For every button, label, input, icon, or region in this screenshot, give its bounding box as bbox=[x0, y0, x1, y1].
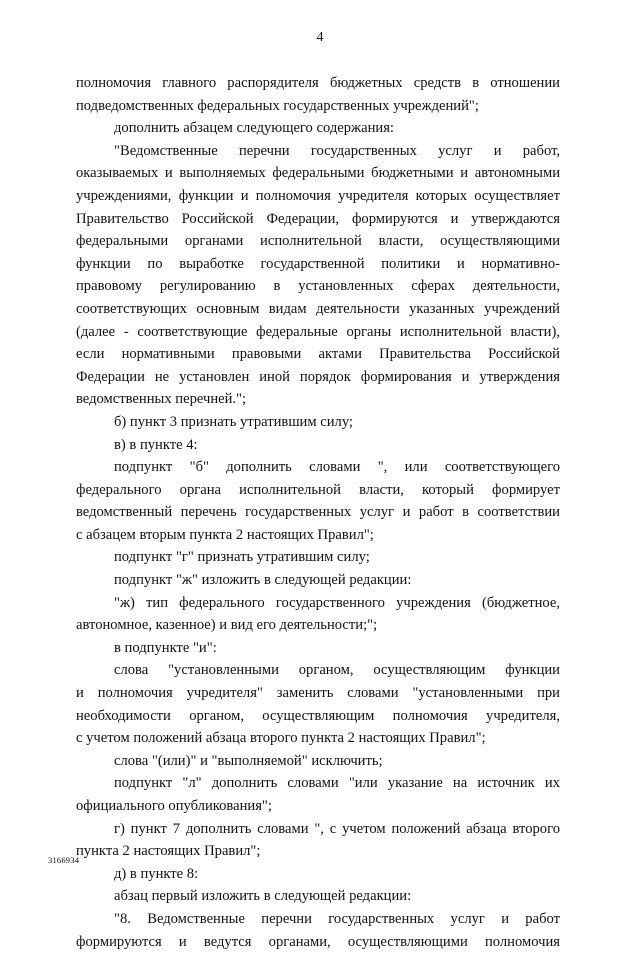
text-line: г) пункт 7 дополнить словами ", с учетом положений абзаца второго bbox=[114, 820, 560, 837]
text-line: б) пункт 3 признать утратившим силу; bbox=[114, 413, 353, 430]
text-line: учреждениями, функции и полномочия учредителя которых осуществляет bbox=[76, 187, 560, 204]
document-code: 3166934 bbox=[48, 855, 80, 865]
text-line: дополнить абзацем следующего содержания: bbox=[114, 120, 394, 137]
text-line: подпункт "ж" изложить в следующей редакции: bbox=[114, 572, 412, 589]
text-line: пункта 2 настоящих Правил"; bbox=[76, 843, 261, 860]
text-line: ведомственный перечень государственных услуг и работ в соответствии bbox=[76, 504, 560, 521]
text-line: оказываемых и выполняемых федеральными бюджетными и автономными bbox=[76, 165, 560, 182]
text-line: правовому регулированию в установленных сферах деятельности, bbox=[76, 278, 560, 295]
text-line: д) в пункте 8: bbox=[114, 865, 199, 882]
document-body bbox=[76, 72, 560, 953]
text-line: "Ведомственные перечни государственных услуг и работ, bbox=[114, 142, 560, 159]
text-line: полномочия главного распорядителя бюджетных средств в отношении bbox=[76, 75, 560, 91]
text-line: и полномочия учредителя" заменить словами "установленными при bbox=[76, 685, 560, 702]
text-line: с учетом положений абзаца второго пункта 2 настоящих Правил"; bbox=[76, 730, 486, 747]
text-line: слова "(или)" и "выполняемой" исключить; bbox=[114, 752, 383, 769]
text-line: федерального органа исполнительной власти, который формирует bbox=[76, 481, 560, 498]
text-line: необходимости органом, осуществляющим полномочия учредителя, bbox=[76, 707, 560, 724]
text-line: официального опубликования"; bbox=[76, 798, 272, 814]
text-line: (далее - соответствующие федеральные органы исполнительной власти), bbox=[76, 323, 560, 340]
text-line: в подпункте "и": bbox=[114, 639, 217, 656]
text-line: соответствующих основным видам деятельности указанных учреждений bbox=[76, 300, 560, 317]
text-line: абзац первый изложить в следующей редакции: bbox=[114, 888, 412, 905]
text-line: слова "установленными органом, осуществляющим функции bbox=[114, 662, 560, 679]
text-line: в) в пункте 4: bbox=[114, 436, 198, 453]
text-line: подпункт "б" дополнить словами ", или соответствующего bbox=[114, 459, 560, 476]
text-line: функции по выработке государственной политики и нормативно- bbox=[76, 255, 560, 272]
text-line: подведомственных федеральных государственных учреждений"; bbox=[76, 97, 479, 114]
text-line: "8. Ведомственные перечни государственных услуг и работ bbox=[114, 910, 560, 927]
text-line: федеральными органами исполнительной власти, осуществляющими bbox=[76, 233, 560, 250]
text-line: подпункт "л" дополнить словами "или указание на источник их bbox=[114, 775, 560, 792]
text-line: автономное, казенное) и вид его деятельности;"; bbox=[76, 617, 378, 634]
text-line: с абзацем вторым пункта 2 настоящих Правил"; bbox=[76, 526, 374, 543]
text-line: Правительство Российской Федерации, формируются и утверждаются bbox=[76, 210, 560, 227]
text-line: ведомственных перечней."; bbox=[76, 391, 247, 408]
text-line: подпункт "г" признать утратившим силу; bbox=[114, 549, 370, 566]
text-line: формируются и ведутся органами, осуществляющими полномочия bbox=[76, 933, 560, 950]
text-line: Федерации не установлен иной порядок формирования и утверждения bbox=[76, 368, 560, 385]
text-line: "ж) тип федерального государственного учреждения (бюджетное, bbox=[114, 594, 560, 611]
page-number: 4 bbox=[316, 30, 324, 45]
text-line: если нормативными правовыми актами Правительства Российской bbox=[76, 346, 560, 363]
